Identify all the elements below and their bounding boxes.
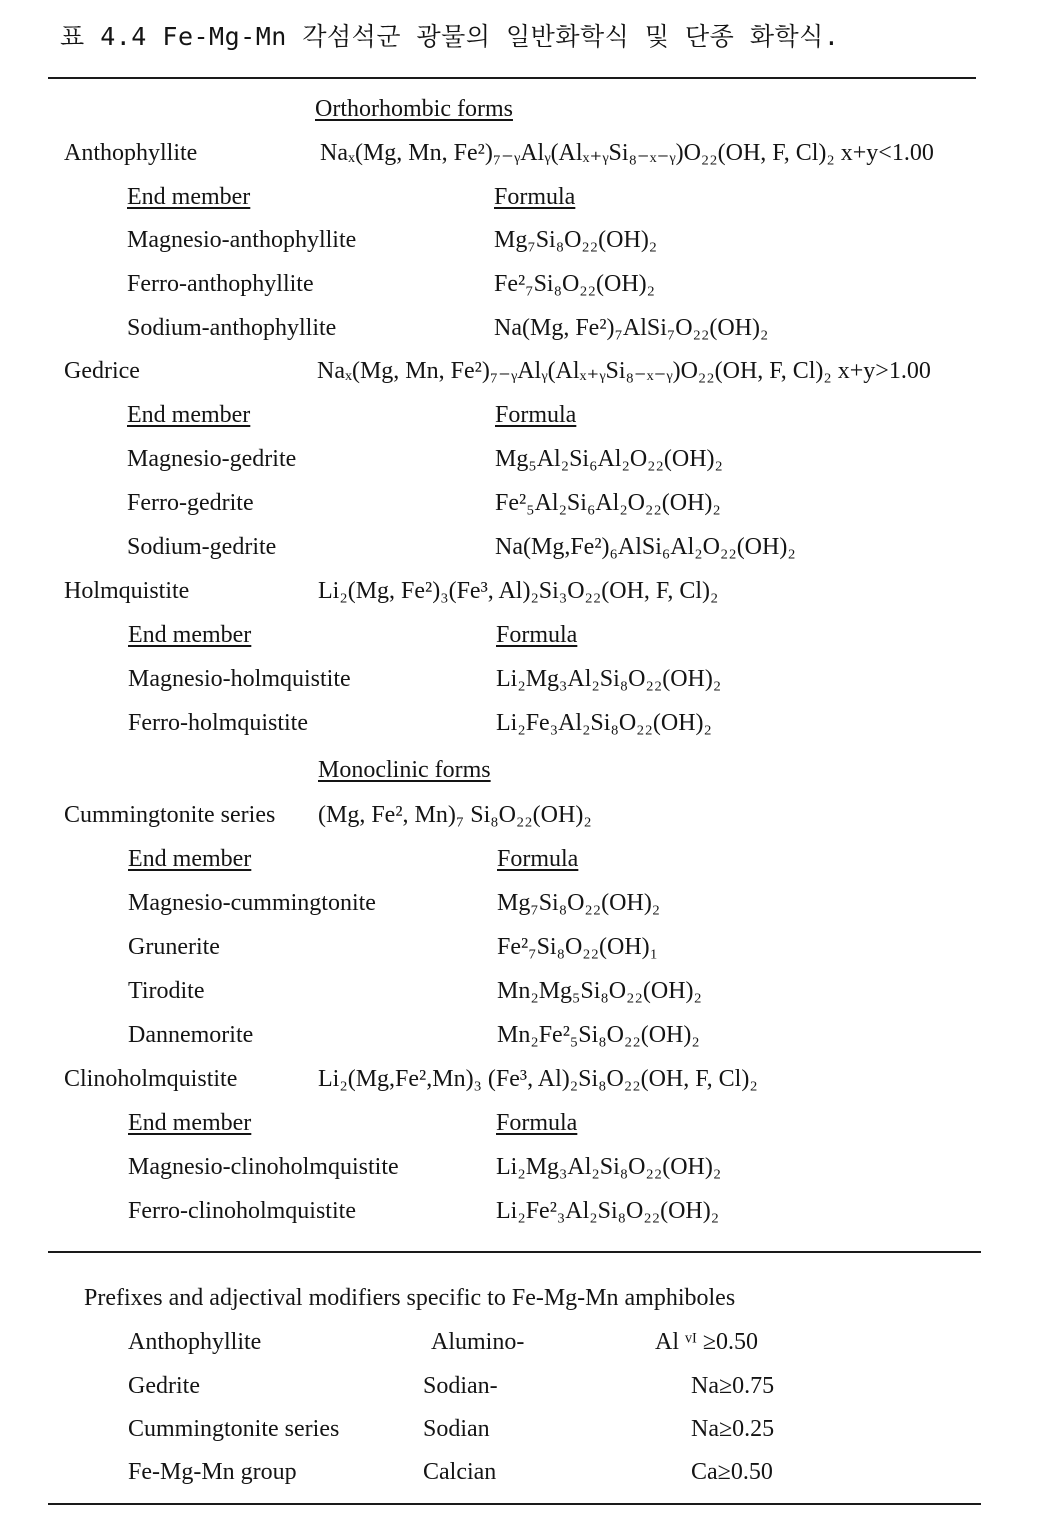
group-formula-holmquistite: Li₂(Mg, Fe²)₃(Fe³, Al)₂Si₃O₂₂(OH, F, Cl)₂ xyxy=(318,578,719,604)
prefix-modifier: Calcian xyxy=(423,1459,497,1485)
member-name: Ferro-gedrite xyxy=(127,490,254,516)
member-name: Sodium-gedrite xyxy=(127,534,277,560)
prefix-modifier: Sodian- xyxy=(423,1373,498,1399)
formula-label: Formula xyxy=(494,184,576,210)
bottom-rule xyxy=(48,1503,981,1505)
member-name: Ferro-clinoholmquistite xyxy=(128,1198,356,1224)
group-formula-cummingtonite: (Mg, Fe², Mn)₇ Si₈O₂₂(OH)₂ xyxy=(318,802,592,828)
group-name-holmquistite: Holmquistite xyxy=(64,578,190,604)
member-name: Magnesio-clinoholmquistite xyxy=(128,1154,399,1180)
prefix-modifier: Sodian xyxy=(423,1416,490,1442)
group-formula-anthophyllite: Naₓ(Mg, Mn, Fe²)₇₋ᵧAlᵧ(Alₓ₊ᵧSi₈₋ₓ₋ᵧ)O₂₂(OH, F, Cl)₂ x+y<1.00 xyxy=(320,140,934,166)
group-name-gedrice: Gedrice xyxy=(64,358,140,384)
middle-rule xyxy=(48,1251,981,1253)
member-name: Dannemorite xyxy=(128,1022,254,1048)
group-formula-clinoholmquistite: Li₂(Mg,Fe²,Mn)₃ (Fe³, Al)₂Si₈O₂₂(OH, F, Cl)₂ xyxy=(318,1066,758,1092)
member-name: Ferro-holmquistite xyxy=(128,710,308,736)
member-formula: Li₂Mg₃Al₂Si₈O₂₂(OH)₂ xyxy=(496,666,722,692)
member-name: Tirodite xyxy=(128,978,205,1004)
end-member-label: End member xyxy=(128,846,252,872)
prefix-criterion: Ca≥0.50 xyxy=(691,1459,773,1485)
member-formula: Li₂Fe²₃Al₂Si₈O₂₂(OH)₂ xyxy=(496,1198,720,1224)
member-formula: Mg₅Al₂Si₆Al₂O₂₂(OH)₂ xyxy=(495,446,723,472)
member-formula: Mn₂Fe²₅Si₈O₂₂(OH)₂ xyxy=(497,1022,700,1048)
prefix-mineral: Cummingtonite series xyxy=(128,1416,340,1442)
group-name-cummingtonite: Cummingtonite series xyxy=(64,802,276,828)
formula-label: Formula xyxy=(496,622,578,648)
end-member-label: End member xyxy=(127,402,251,428)
member-name: Magnesio-holmquistite xyxy=(128,666,351,692)
member-formula: Fe²₇Si₈O₂₂(OH)₂ xyxy=(494,271,656,297)
formula-label: Formula xyxy=(496,1110,578,1136)
prefix-mineral: Gedrite xyxy=(128,1373,200,1399)
end-member-label: End member xyxy=(128,1110,252,1136)
formula-label: Formula xyxy=(497,846,579,872)
orthorhombic-heading: Orthorhombic forms xyxy=(315,96,513,122)
end-member-label: End member xyxy=(127,184,251,210)
member-name: Magnesio-cummingtonite xyxy=(128,890,376,916)
member-formula: Na(Mg,Fe²)₆AlSi₆Al₂O₂₂(OH)₂ xyxy=(495,534,796,560)
prefix-criterion: Na≥0.25 xyxy=(691,1416,775,1442)
member-formula: Mn₂Mg₅Si₈O₂₂(OH)₂ xyxy=(497,978,702,1004)
member-formula: Fe²₅Al₂Si₆Al₂O₂₂(OH)₂ xyxy=(495,490,721,516)
member-name: Magnesio-anthophyllite xyxy=(127,227,357,253)
group-name-clinoholmquistite: Clinoholmquistite xyxy=(64,1066,238,1092)
member-formula: Fe²₇Si₈O₂₂(OH)₁ xyxy=(497,934,659,960)
formula-label: Formula xyxy=(495,402,577,428)
member-name: Magnesio-gedrite xyxy=(127,446,297,472)
member-name: Grunerite xyxy=(128,934,220,960)
prefix-criterion: Al ᵛᴵ ≥0.50 xyxy=(655,1329,759,1355)
member-formula: Mg₇Si₈O₂₂(OH)₂ xyxy=(494,227,658,253)
table-title: 표 4.4 Fe-Mg-Mn 각섬석군 광물의 일반화학식 및 단종 화학식. xyxy=(60,22,840,51)
group-formula-gedrice: Naₓ(Mg, Mn, Fe²)₇₋ᵧAlᵧ(Alₓ₊ᵧSi₈₋ₓ₋ᵧ)O₂₂(OH, F, Cl)₂ x+y>1.00 xyxy=(317,358,931,384)
member-formula: Mg₇Si₈O₂₂(OH)₂ xyxy=(497,890,661,916)
member-formula: Li₂Fe₃Al₂Si₈O₂₂(OH)₂ xyxy=(496,710,712,736)
prefix-criterion: Na≥0.75 xyxy=(691,1373,775,1399)
prefix-modifier: Alumino- xyxy=(431,1329,525,1355)
prefixes-heading: Prefixes and adjectival modifiers specific to Fe-Mg-Mn amphiboles xyxy=(84,1285,736,1311)
prefix-mineral: Fe-Mg-Mn group xyxy=(128,1459,297,1485)
monoclinic-heading: Monoclinic forms xyxy=(318,757,491,783)
prefix-mineral: Anthophyllite xyxy=(128,1329,262,1355)
member-name: Sodium-anthophyllite xyxy=(127,315,337,341)
top-rule xyxy=(48,77,976,79)
member-formula: Na(Mg, Fe²)₇AlSi₇O₂₂(OH)₂ xyxy=(494,315,769,341)
member-name: Ferro-anthophyllite xyxy=(127,271,314,297)
member-formula: Li₂Mg₃Al₂Si₈O₂₂(OH)₂ xyxy=(496,1154,722,1180)
group-name-anthophyllite: Anthophyllite xyxy=(64,140,198,166)
end-member-label: End member xyxy=(128,622,252,648)
